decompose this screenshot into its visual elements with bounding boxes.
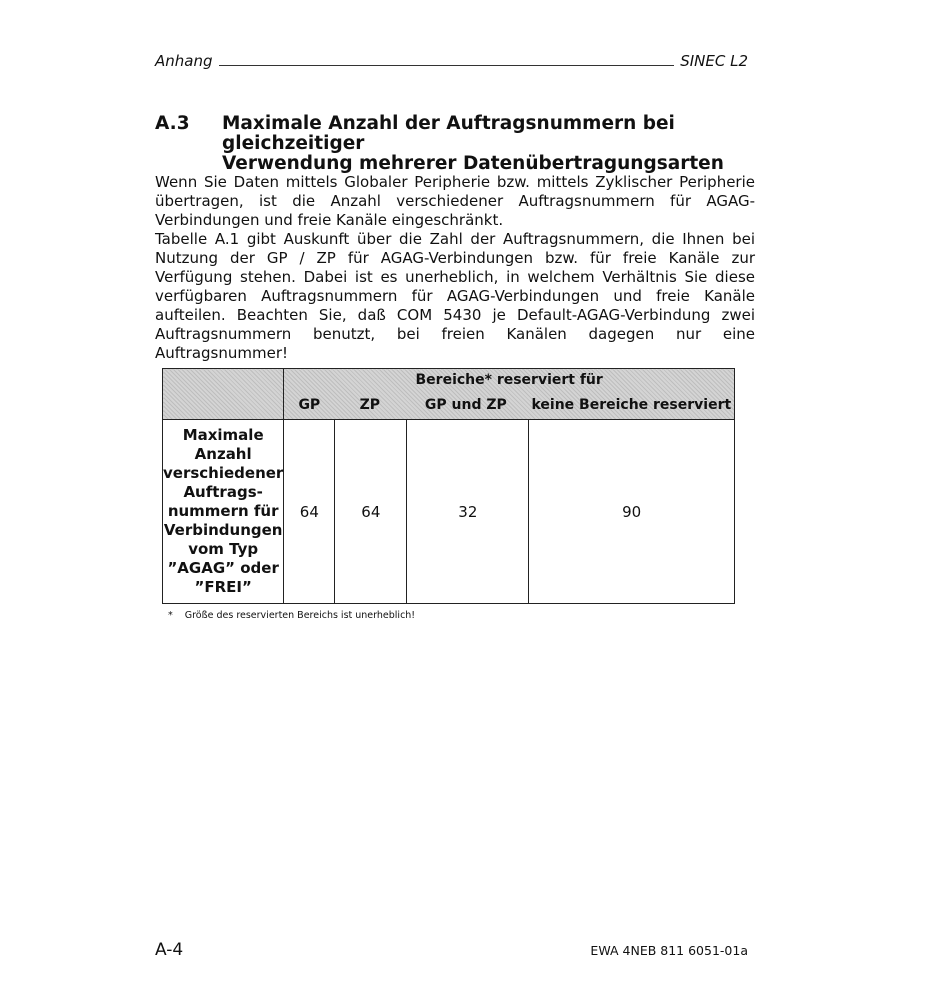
footnote (168, 610, 415, 621)
paragraph-2: Tabelle A.1 gibt Auskunft über die Zahl der Auftragsnummern, die Ihnen bei Nutzung der GP / ZP für AGAG-Verbindungen bzw. für freie Kanäle zur Verfügung stehen. Dabei ist es unerheblich, in welchem Verhältnis Sie diese verfügbaren Auftragsnummern für AGAG-Verbindungen und freie Kanäle aufteilen. Beachten Sie, daß COM 5430 je Default-AGAG-Verbindung zwei Auftragsnummern benutzt, bei freien Kanälen dagegen nur eine Auftragsnummer! (155, 230, 755, 362)
page-footer (155, 940, 748, 960)
column-header-gp-zp: GP und ZP (424, 397, 507, 413)
section-heading (155, 114, 755, 174)
table-corner-cell (163, 369, 284, 420)
paragraph-1: Wenn Sie Daten mittels Globaler Peripherie bzw. mittels Zyklischer Peripherie übertragen, ist die Anzahl verschiedener Auftragsnummern für AGAG-Verbindungen und freie Kanäle eingeschränkt. (155, 173, 755, 229)
value-none: 90 (529, 420, 735, 604)
section-title-line1: Maximale Anzahl der Auftragsnummern bei gleichzeitiger (222, 113, 675, 154)
section-number: A.3 (155, 113, 190, 134)
row-label: Maximale Anzahl verschiedener Auftrags- nummern für Verbindungen vom Typ ”AGAG” oder ”FREI” (163, 420, 284, 604)
table-header-row (163, 369, 735, 420)
body-text (155, 173, 755, 363)
column-header-none: keine Bereiche reserviert (531, 397, 732, 413)
header-left: Anhang (155, 52, 213, 70)
header-right: SINEC L2 (680, 52, 748, 70)
column-header-zp: ZP (359, 397, 381, 413)
page-number: A-4 (155, 940, 184, 960)
document-id: EWA 4NEB 811 6051-01a (590, 943, 748, 958)
section-title (222, 114, 755, 174)
value-gp-zp: 32 (407, 420, 529, 604)
footnote-marker: * (168, 610, 173, 621)
footnote-text: Größe des reservierten Bereichs ist unerheblich! (184, 610, 416, 621)
table-row (163, 420, 735, 604)
job-numbers-table (162, 368, 735, 604)
column-header-gp: GP (298, 397, 321, 413)
table-header-top: Bereiche* reserviert für (415, 372, 603, 388)
section-title-line2: Verwendung mehrerer Datenübertragungsarten (222, 153, 724, 174)
header-rule (219, 65, 675, 66)
value-zp: 64 (335, 420, 407, 604)
page-header (155, 48, 748, 70)
value-gp: 64 (284, 420, 335, 604)
table-header-cell (284, 369, 735, 420)
